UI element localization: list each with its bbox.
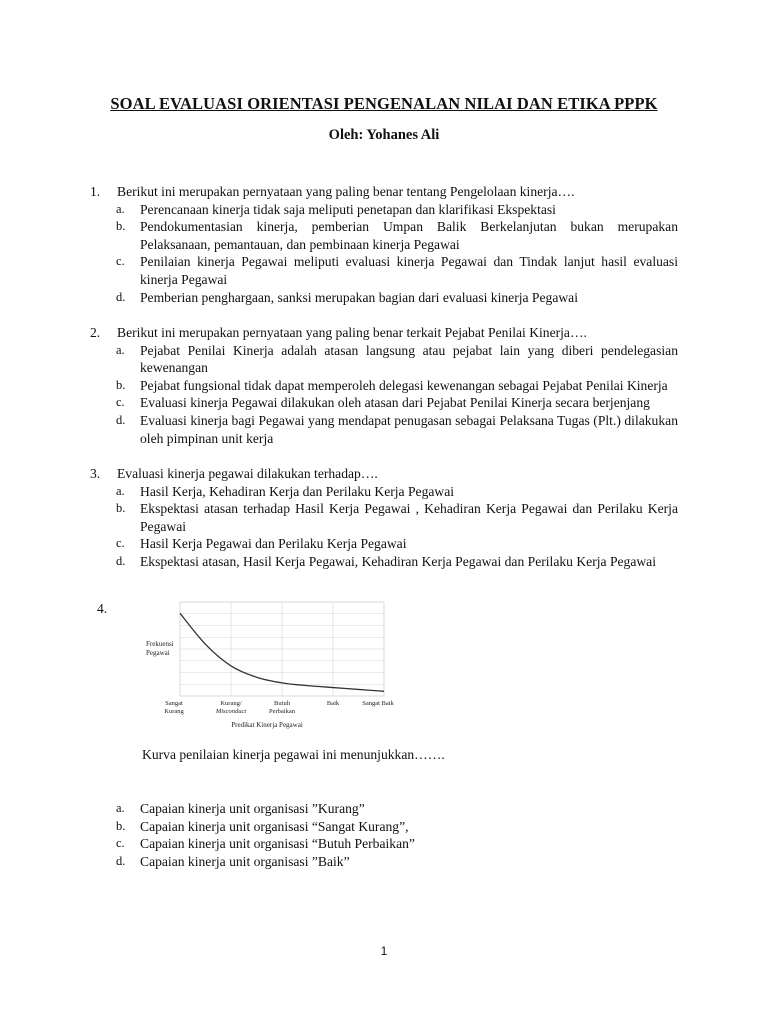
option-text: Evaluasi kinerja Pegawai dilakukan oleh atasan dari Pejabat Penilai Kinerja secara berjenjang — [140, 395, 650, 411]
option-letter: c. — [116, 395, 125, 410]
option-a — [116, 800, 678, 818]
option-c — [116, 253, 678, 288]
x-axis-label: Predikat Kinerja Pegawai — [231, 721, 303, 729]
x-tick-label: Baik — [326, 700, 340, 707]
option-text: Pendokumentasian kinerja, pemberian Umpan Balik Berkelanjutan bukan merupakan Pelaksanaan, pemantauan, dan pembinaan kinerja Pegawai — [140, 219, 678, 252]
option-d — [116, 553, 678, 571]
option-a — [116, 342, 678, 377]
option-letter: a. — [116, 483, 125, 498]
option-letter: c. — [116, 536, 125, 551]
x-tick-label: Sangat — [165, 700, 183, 707]
option-c — [116, 835, 678, 853]
option-c — [116, 535, 678, 553]
question-number: 3. — [90, 466, 101, 481]
question-1 — [90, 183, 678, 306]
question-text: Kurva penilaian kinerja pegawai ini menunjukkan……. — [142, 747, 445, 762]
question-3 — [90, 465, 678, 571]
option-b — [116, 218, 678, 253]
question-number: 1. — [90, 184, 101, 199]
question-number: 2. — [90, 325, 101, 340]
option-list — [90, 342, 678, 448]
option-list — [90, 800, 678, 870]
option-text: Ekspektasi atasan, Hasil Kerja Pegawai, Kehadiran Kerja Pegawai dan Perilaku Kerja Pegawai — [140, 553, 656, 569]
x-tick-labels — [164, 700, 394, 715]
option-d — [116, 289, 678, 307]
chart-svg — [142, 596, 394, 734]
option-a — [116, 483, 678, 501]
option-list — [90, 483, 678, 571]
option-letter: a. — [116, 201, 125, 216]
option-b — [116, 818, 678, 836]
x-tick-label-line-2: Misconduct — [215, 708, 247, 715]
option-letter: d. — [116, 289, 126, 304]
document-title: SOAL EVALUASI ORIENTASI PENGENALAN NILAI DAN ETIKA PPPK — [110, 94, 658, 113]
option-letter: c. — [116, 254, 125, 269]
option-letter: b. — [116, 818, 126, 833]
x-tick-label: Butuh — [274, 700, 290, 707]
x-tick-label: Sangat Baik — [362, 700, 394, 707]
x-tick-label-line-2: Perbaikan — [269, 708, 295, 715]
question-stem — [90, 324, 678, 342]
x-tick-label: Kurang/ — [220, 700, 242, 707]
option-text: Capaian kinerja unit organisasi ”Baik” — [140, 853, 350, 869]
option-letter: a. — [116, 801, 125, 815]
y-axis-label-line-1: Frekuensi — [146, 640, 174, 648]
option-text: Pejabat Penilai Kinerja adalah atasan langsung atau pejabat lain yang diberi pendelegasian kewenangan — [140, 342, 678, 376]
option-a — [116, 201, 678, 219]
option-text: Capaian kinerja unit organisasi ”Kurang” — [140, 801, 365, 816]
question-number: 4. — [97, 601, 108, 616]
option-text: Capaian kinerja unit organisasi “Butuh Perbaikan” — [140, 836, 415, 852]
option-d — [116, 853, 678, 871]
page-number: 1 — [380, 944, 388, 958]
option-letter: d. — [116, 853, 126, 868]
option-text: Evaluasi kinerja bagi Pegawai yang mendapat penugasan sebagai Pelaksana Tugas (Plt.) dilakukan oleh pimpinan unit kerja — [140, 412, 678, 446]
y-axis-label-line-2: Pegawai — [146, 649, 170, 657]
option-text: Penilaian kinerja Pegawai meliputi evaluasi kinerja Pegawai dan Tindak lanjut hasil evaluasi kinerja Pegawai — [140, 254, 678, 287]
option-c — [116, 394, 678, 412]
question-2 — [90, 324, 678, 447]
option-letter: c. — [116, 836, 125, 851]
option-text: Pemberian penghargaan, sanksi merupakan bagian dari evaluasi kinerja Pegawai — [140, 289, 578, 305]
option-b — [116, 500, 678, 535]
option-letter: b. — [116, 377, 126, 392]
option-text: Hasil Kerja Pegawai dan Perilaku Kerja Pegawai — [140, 536, 407, 552]
question-4-options — [90, 800, 678, 870]
option-text: Capaian kinerja unit organisasi “Sangat Kurang”, — [140, 818, 409, 834]
document-author: Oleh: Yohanes Ali — [328, 127, 440, 143]
option-text: Perencanaan kinerja tidak saja meliputi penetapan dan klarifikasi Ekspektasi — [140, 201, 556, 217]
option-list — [90, 201, 678, 307]
option-letter: a. — [116, 342, 125, 357]
performance-curve-chart — [142, 596, 394, 734]
question-text: Evaluasi kinerja pegawai dilakukan terhadap…. — [117, 466, 378, 481]
option-letter: d. — [116, 412, 126, 427]
option-text: Ekspektasi atasan terhadap Hasil Kerja Pegawai , Kehadiran Kerja Pegawai dan Perilaku Kerja Pegawai — [140, 501, 678, 534]
option-text: Hasil Kerja, Kehadiran Kerja dan Perilaku Kerja Pegawai — [140, 483, 455, 499]
question-text: Berikut ini merupakan pernyataan yang paling benar tentang Pengelolaan kinerja…. — [117, 184, 575, 199]
option-d — [116, 412, 678, 447]
option-letter: d. — [116, 553, 126, 568]
option-letter: b. — [116, 501, 126, 516]
option-b — [116, 377, 678, 395]
option-text: Pejabat fungsional tidak dapat memperoleh delegasi kewenangan sebagai Pejabat Penilai Kinerja — [140, 377, 668, 393]
option-letter: b. — [116, 219, 126, 234]
question-stem — [90, 183, 678, 201]
question-stem — [90, 465, 678, 483]
question-text: Berikut ini merupakan pernyataan yang paling benar terkait Pejabat Penilai Kinerja…. — [117, 325, 587, 340]
x-tick-label-line-2: Kurang — [164, 708, 184, 715]
